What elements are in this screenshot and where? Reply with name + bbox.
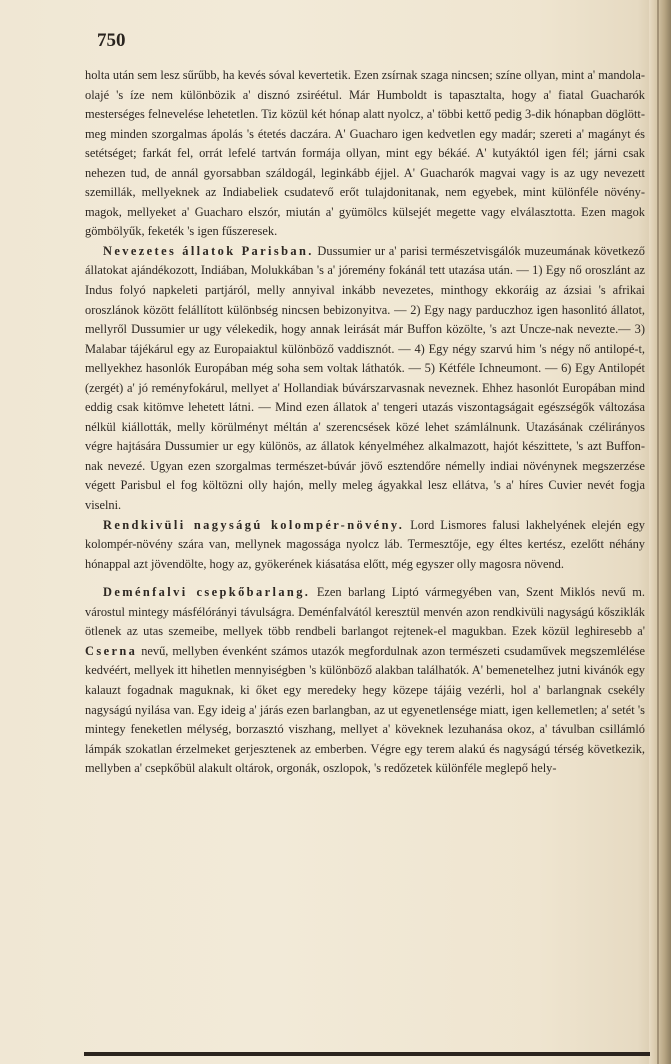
section-heading-run: Rendkivüli nagyságú kolompér-növény. xyxy=(103,517,405,532)
paragraph-demenfalva-cave xyxy=(85,583,645,778)
paragraph-animals-in-paris xyxy=(85,242,645,516)
paragraph-giant-potato xyxy=(85,516,645,575)
text-run: Ezen barlang Liptó vármegyében van, Szent Miklós nevű m. várostul mintegy másfélórányi távulságra. Deménfalvától keresztül menvén azon rendkivüli nagyságú kősziklák ötlenek az utas szemeibe, mellyek több rendbeli barlangot rejtenek-el magukban. Ezek közül leghiresebb a' xyxy=(85,585,645,639)
page-edge-line xyxy=(657,0,659,1064)
paragraph-guacharo xyxy=(85,66,645,242)
text-run: nevű, mellyben évenként számos utazók megfordulnak azon természeti csudaművek megszemlélése kedvéért, mellyek itt hihetlen mennyiségben 's különböző alakban találhatók. A' bemenetelhez jutni kivánók egy kalauzt fogadnak maguknak, ki őket egy meredeky hegy közepe tájáig vezérli, hol a' barlangnak csekély nagyságú nyilása van. Egy ideig a' járás ezen barlangban, az ut egyenetlensége miatt, igen kellemetlen; a' setét 's mintegy feneketlen mélység, borzasztó viszhang, mellyet a' köveknek lezuhanása okoz, a' távulban csillámló lámpák szokatlan érzelmeket gerjesztenek az emberben. Végre egy terem alakú és nagyságú térség következik, mellyben a' csepkőbül alakult oltárok, orgonák, oszlopok, 's redőzetek különféle meglepő hely- xyxy=(85,643,645,776)
text-run: Dussumier ur a' parisi természetvisgálók muzeumának következő állatokat ajándékozott, Indiában, Molukkában 's a' jóremény fokánál tett utazása után. — 1) Egy nő oroszlánt az Indus folyó napkeleti partjáról, melly annyival inkább nevezetes, minthogy ekkoráig az ázsiai 's afrikai oroszlánok között felállított különbség nincsen bebizonyitva. — 2) Egy nagy parduczhoz igen hasonlitó állatot, mellyről Dussumier ur ugy vélekedik, hogy annak leirását már Buffon közölte, 's azt Uncze-nak nevezte.— 3) Malabar tájékárul egy az Europaiaktul különböző vaddisznót. — 4) Egy négy szarvú him 's négy nő antilopé-t, mellyekhez hasonlók Europában még soha sem voltak láthatók. — 5) Kétféle Ichneumont. — 6) Egy Antilopét (zergét) a' jó reményfokárul, mellyet a' Hollandiak búvárszarvasnak neveznek. Ehhez hasonlót Europában mind eddig csak kitömve lehetett látni. — Mind ezen állatok a' tengeri utazás viszontagságait egészségők változása nélkül kiállották, melly körülményt méltán a' szerencsések közé lehet számlálnunk. Utazásának czélirányos végre hajtására Dussumier ur egy különös, az állatok kényelméhez alkalmazott, hajót készittete, 's azt Buffon-nak nevezé. Ugyan ezen szorgalmas természet-búvár jövő esztendőre némelly indiai növénynek megszerzése végett Parisbul el fog költözni olly hajón, melly meleg ágyakkal lesz ellátva, 's a' híres Cuvier nevét fogja viselni. xyxy=(85,243,645,513)
text-run: Lord Lismores falusi lakhelyének elején egy kolompér-növény szára van, mellynek magossága nyolcz láb. Termesztője, egy éltes kertész, ezelőtt néhány hónappal azt jövendölte, hogy az, gyökerének kiásatása előtt, még egyszer olly magosra növend. xyxy=(85,517,645,571)
book-spine-shadow xyxy=(649,0,671,1064)
page-number: 750 xyxy=(97,30,126,51)
page-text xyxy=(85,66,645,779)
bottom-rule xyxy=(84,1052,650,1056)
text-run: holta után sem lesz sűrűbb, ha kevés sóval kevertetik. Ezen zsírnak szaga nincsen; színe ollyan, mint a' mandola-olajé 's íze nem különbözik a' disznó zsiréétul. Már Humboldt is tapasztalta, hogy a' fiatal Guacharók mesterséges felnevelése lehetetlen. Tiz közül két hónap alatt nyolcz, a' többi kettő pedig 3-dik hónapban döglött-meg minden szorgalmas ápolás 's étetés daczára. A' Guacharo igen kedvetlen egy madár; szereti a' magányt és setétséget; farkát fel, orrát lefelé tartván formája ollyan, mint egy békáé. A' kutyáktól igen fél; járni csak nehezen tud, de annál gyorsabban száldogál, leginkább éjjel. A' Guacharók magvai vagy is az ugy nevezett szemillák, mellyeknek az Indiabeliek csudatevő erőt tulajdonitanak, nem egyebek, mint különféle növény-magok, mellyeket a' Guacharo elszór, miután a' gyümölcs külsejét megette vagy elválasztotta. Ezen magok gömbölyűk, feketék 's igen fűszeresek. xyxy=(85,68,645,239)
section-heading-run: Nevezetes állatok Parisban. xyxy=(103,243,314,258)
section-heading-run: Cserna xyxy=(85,643,138,658)
section-heading-run: Deménfalvi csepkőbarlang. xyxy=(103,585,311,600)
